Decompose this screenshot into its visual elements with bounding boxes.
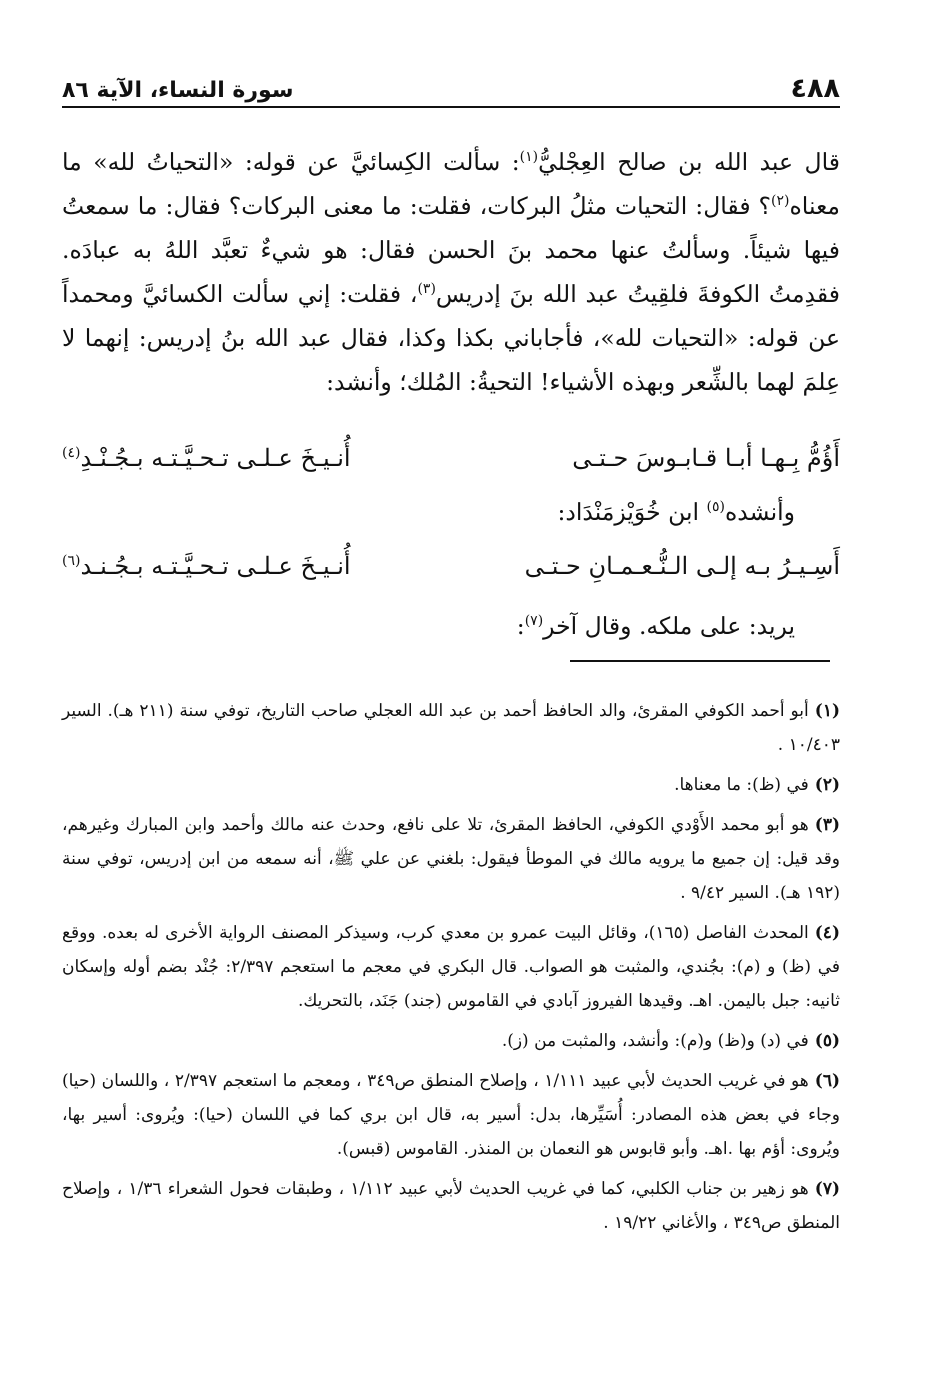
text-run: ابن خُوَيْزمَنْدَاد:: [557, 498, 707, 526]
footnote-text: هو زهير بن جناب الكلبي، كما في غريب الحديث لأبي عبيد ١/١١٢ ، وطبقات فحول الشعراء ١/٣٦ ، وإصلاح المنطق ص٣٤٩ ، والأغاني ١٩/٢٢ .: [62, 1179, 840, 1233]
verse-2-first-hemistich: أَسِـيـرُ بـه إلـى الـنُّـعـمـانِ حـتـى: [524, 552, 840, 580]
footnote-ref-7: (٧): [524, 613, 544, 630]
main-text: [62, 140, 840, 404]
footnote-number: (٤): [814, 923, 840, 943]
text-run: : سألت الكِسائيَّ عن قوله: «التحياتُ لله» ما معناه: [62, 148, 840, 220]
footnote-2: [62, 768, 840, 802]
verse-1-second-hemistich: [62, 436, 351, 480]
footnotes: [62, 694, 840, 1246]
text-run: :: [516, 612, 525, 640]
footnote-4: [62, 916, 840, 1018]
verse-1-first-hemistich: أَؤُمُّ بِـهـا أبـا قـابـوسَ حـتـى: [572, 444, 840, 472]
footnote-text: في (ظ): ما معناها.: [674, 775, 809, 795]
paragraph: [62, 140, 840, 404]
footnote-ref-4: (٤): [62, 445, 81, 461]
text-run: وأنشده: [724, 498, 795, 526]
footnote-text: هو في غريب الحديث لأبي عبيد ١/١١١ ، وإصلاح المنطق ص٣٤٩ ، ومعجم ما استعجم ٢/٣٩٧ ، واللسان (حيا) وجاء في بعض هذه المصادر: أُسَيِّرها، بدل: أسير به، قال ابن بري كما في اللسان (حيا): ويُروى: أسير بها، ويُروى: أؤم بها .اهـ. وأبو قابوس هو النعمان بن المنذر. القاموس (قبس).: [62, 1071, 840, 1159]
footnote-number: (٢): [814, 775, 840, 795]
footnote-text: هو أبو محمد الأَوْدي الكوفي، الحافظ المقرئ، تلا على نافع، وحدث عنه مالك وأحمد وابن المبارك وغيرهم، وقد قيل: إن جميع ما يرويه مالك في الموطأ فيقول: بلغني عن علي ﷺ، أنه سمعه من ابن إدريس، توفي سنة (١٩٢ هـ). السير ٩/٤٢ .: [62, 815, 840, 903]
footnote-3: [62, 808, 840, 910]
footnote-5: [62, 1024, 840, 1058]
footnote-number: (٥): [814, 1031, 840, 1051]
verse-2: [62, 544, 840, 588]
footnote-ref-5: (٥): [706, 499, 725, 516]
footnote-1: [62, 694, 840, 762]
footnote-text: في (د) و(ظ) و(م): وأنشد، والمثبت من (ز).: [501, 1031, 809, 1051]
verse-text: أُنـيـخَ عـلـى تـحـيَّـتـه بـجُـنْـدِ: [80, 444, 351, 472]
text-run: ؟ فقال: التحيات مثلُ البركات، فقلت: ما معنى البركات؟ فقال: ما سمعتُ فيها شيئاً. وسألتُ عنها محمد بنَ الحسن فقال: هو شيءٌ تعبَّد اللهُ به عبادَه. فقدِمتُ الكوفةَ فلقِيتُ عبد الله بنَ إدريس: [62, 192, 841, 308]
footnote-text: أبو أحمد الكوفي المقرئ، والد الحافظ أحمد بن عبد الله العجلي صاحب التاريخ، توفي سنة (٢١١ هـ). السير ١٠/٤٠٣ .: [62, 701, 840, 755]
footnote-ref-3: (٣): [417, 281, 436, 298]
verse-2-intro: [558, 490, 796, 534]
text-run: قال عبد الله بن صالح العِجْليُّ: [538, 148, 840, 176]
running-title: سورة النساء، الآية ٨٦: [62, 78, 294, 103]
text-run: ، فقلت: إني سألت الكسائيَّ ومحمداً عن قوله: «التحيات لله»، فأجاباني بكذا وكذا، فقال عبد الله بنُ إدريس: إنهما لا عِلمَ لهما بالشِّعر وبهذه الأشياء! التحيةُ: المُلك؛ وأنشد:: [62, 280, 840, 396]
text-run: يريد: على ملكه. وقال آخر: [543, 612, 795, 640]
header-rule: [62, 106, 840, 108]
page-number: ٤٨٨: [790, 73, 840, 104]
footnote-ref-1: (١): [519, 149, 539, 166]
footnote-ref-6: (٦): [62, 553, 81, 569]
verse-text: أُنـيـخَ عـلـى تـحـيَّـتـه بـجُـنـد: [80, 552, 351, 580]
footnote-number: (٧): [814, 1179, 841, 1199]
footnote-number: (٦): [814, 1071, 841, 1091]
footnote-6: [62, 1064, 840, 1166]
verse-1: [62, 436, 840, 480]
footnote-ref-2: (٢): [771, 193, 790, 210]
footnote-separator: [570, 660, 830, 662]
closing-line: [517, 604, 795, 648]
footnote-text: المحدث الفاصل (١٦٥)، وقائل البيت عمرو بن معدي كرب، وسيذكر المصنف الرواية الأخرى له بعده. ووقع في (ظ) و (م): بجُندي، والمثبت هو الصواب. قال البكري في معجم ما استعجم ٢/٣٩٧: جُنْد بضم أوله وإسكان ثانيه: جبل باليمن. اهـ. وقيدها الفيروز آبادي في القاموس (جند) جَنَد، بالتحريك.: [62, 923, 840, 1011]
footnote-number: (٣): [814, 815, 840, 835]
verse-2-second-hemistich: [62, 544, 351, 588]
footnote-7: [62, 1172, 840, 1240]
footnote-number: (١): [814, 701, 840, 721]
page-header: [62, 66, 840, 102]
